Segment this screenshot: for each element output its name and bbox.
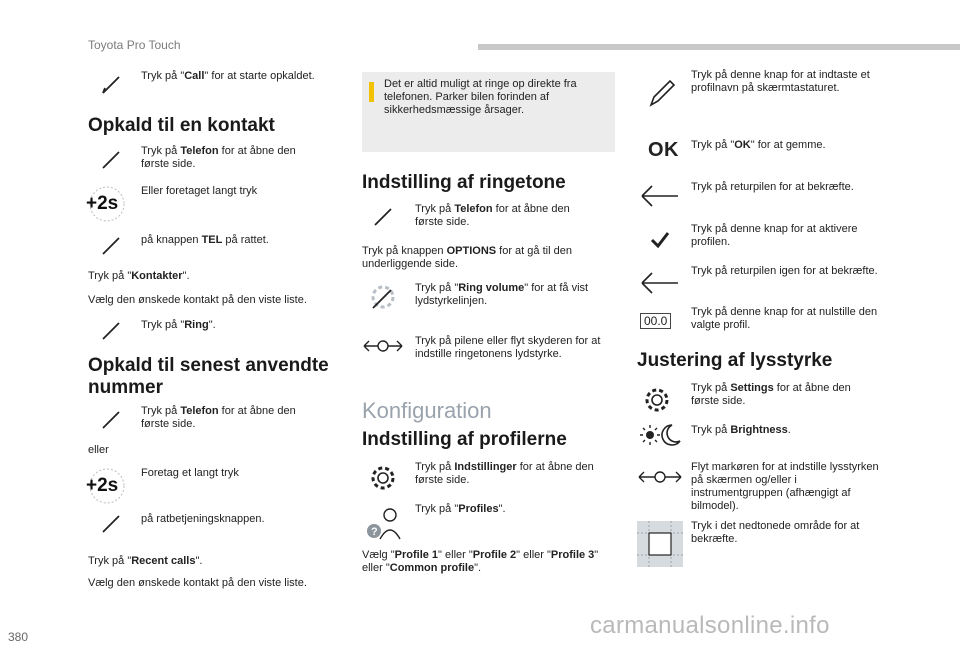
reset-code-label: 00.0 [640, 313, 671, 329]
brightness-step-3: Flyt markøren for at indstille lysstyrken på skærmen og/eller i instrumentgruppen (afhængigt af bilmodel). [691, 461, 879, 512]
edit-pencil-icon [645, 76, 679, 110]
profile-step-1: Tryk på Indstillinger for at åbne den første side. [415, 461, 594, 486]
recent-step-1: Tryk på Telefon for at åbne den første side. [141, 405, 296, 430]
recent-step-5: Vælg den ønskede kontakt på den viste liste. [88, 577, 307, 589]
header-title: Toyota Pro Touch [88, 38, 181, 52]
info-icon [369, 82, 374, 102]
ring-step-2: Tryk på knappen OPTIONS for at gå til den underliggende side. [362, 245, 572, 270]
checkmark-icon [648, 228, 672, 252]
long-press-label: +2s [86, 475, 119, 496]
grey-area-icon [637, 521, 683, 567]
recent-step-3: på ratbetjeningsknappen. [141, 513, 265, 525]
svg-text:?: ? [371, 526, 378, 538]
settings-gear-icon [368, 463, 398, 493]
settings-pencil-icon [368, 282, 398, 312]
settings-gear-icon [642, 385, 672, 415]
page-number: 380 [8, 630, 29, 644]
recent-step-2: Foretag et langt tryk [141, 467, 239, 479]
info-note [362, 72, 615, 152]
heading-configuration: Konfiguration [362, 398, 492, 423]
pencil-icon [98, 405, 126, 433]
heading-call-contact: Opkald til en kontakt [88, 115, 275, 136]
contact-step-1: Tryk på Telefon for at åbne den første side. [141, 145, 296, 170]
slider-icon [362, 333, 404, 359]
reset-step: Tryk på denne knap for at nulstille den valgte profil. [691, 306, 878, 331]
long-press-icon [86, 184, 128, 224]
pencil-icon [98, 509, 126, 537]
ok-label: OK [648, 139, 679, 161]
call-instruction: Tryk på "Call" for at starte opkaldet. [141, 70, 315, 82]
watermark: carmanualsonline.info [590, 612, 830, 639]
slider-icon [636, 464, 684, 490]
brightness-step-4: Tryk i det nedtonede område for at bekræfte. [691, 520, 860, 545]
profile-help-icon [364, 505, 404, 541]
keyboard-step: Tryk på denne knap for at indtaste et profilnavn på skærmtastaturet. [691, 69, 870, 94]
back-step-1: Tryk på returpilen for at bekræfte. [691, 181, 854, 193]
long-press-icon [86, 466, 128, 506]
back-arrow-icon [640, 183, 680, 209]
heading-brightness: Justering af lysstyrke [637, 350, 833, 371]
long-press-label: +2s [86, 193, 119, 214]
brightness-step-2: Tryk på Brightness. [691, 424, 791, 436]
profile-step-2: Tryk på "Profiles". [415, 503, 506, 515]
contact-step-6: Tryk på "Ring". [141, 319, 216, 331]
contact-step-4: Tryk på "Kontakter". [88, 270, 190, 282]
profile-step-3: Vælg "Profile 1" eller "Profile 2" eller "Profile 3" eller "Common profile". [362, 549, 599, 574]
ok-step: Tryk på "OK" for at gemme. [691, 139, 826, 151]
heading-ringtone: Indstilling af ringetone [362, 172, 566, 193]
header-bar [478, 44, 960, 50]
back-step-2: Tryk på returpilen igen for at bekræfte. [691, 265, 878, 277]
pencil-icon [98, 316, 126, 344]
recent-or: eller [88, 444, 109, 456]
pencil-icon [98, 145, 126, 173]
brightness-step-1: Tryk på Settings for at åbne den første side. [691, 382, 851, 407]
sun-moon-icon [636, 422, 684, 448]
heading-recent-calls: Opkald til senest anvendte nummer [88, 355, 329, 398]
pencil-icon [370, 202, 398, 230]
recent-step-4: Tryk på "Recent calls". [88, 555, 203, 567]
ring-step-4: Tryk på pilene eller flyt skyderen for at indstille ringetonens lydstyrke. [415, 335, 601, 360]
heading-profiles: Indstilling af profilerne [362, 429, 567, 450]
contact-step-3: på knappen TEL på rattet. [141, 234, 269, 246]
ring-step-1: Tryk på Telefon for at åbne den første side. [415, 203, 570, 228]
info-note-text: Det er altid muligt at ringe op direkte fra telefonen. Parker bilen forinden af sikkerhedsmæssige årsager. [384, 78, 577, 116]
activate-step: Tryk på denne knap for at aktivere profilen. [691, 223, 858, 248]
contact-step-5: Vælg den ønskede kontakt på den viste liste. [88, 294, 307, 306]
contact-step-2: Eller foretaget langt tryk [141, 185, 258, 197]
ring-step-3: Tryk på "Ring volume" for at få vist lydstyrkelinjen. [415, 282, 589, 307]
pencil-icon [98, 70, 126, 98]
pencil-icon [98, 231, 126, 259]
back-arrow-icon [640, 270, 680, 296]
